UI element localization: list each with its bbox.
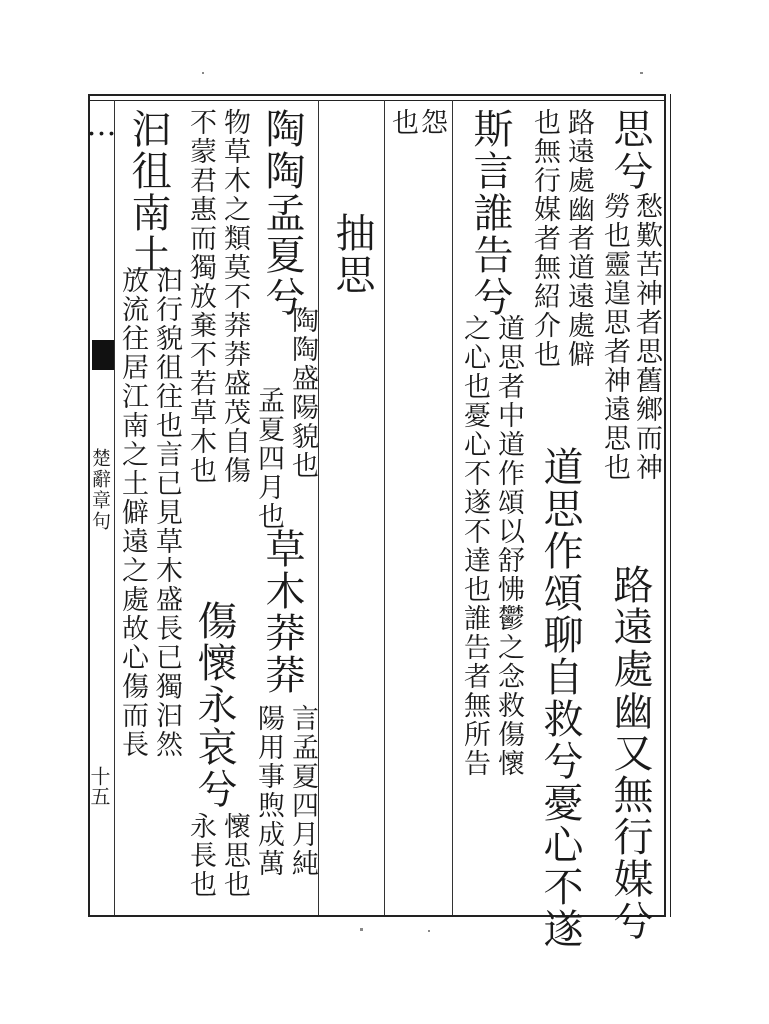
scan-speck [360, 928, 363, 931]
page-frame-right [664, 94, 666, 917]
commentary-line: 道思者中道作頌以舒怫鬱之念救傷懷 [493, 314, 524, 778]
text-column-6 [250, 108, 316, 913]
text-column-4 [388, 108, 450, 913]
main-text: 道思作頌聊自救兮憂心不遂 [537, 446, 583, 950]
commentary-line: 不蒙君惠而獨放棄不若草木也 [185, 108, 216, 485]
commentary-line: 也無行媒者無紹介也 [529, 108, 560, 369]
column-rule [384, 100, 385, 915]
main-text: 路遠處幽又無行媒兮 [607, 564, 653, 942]
text-column-8 [116, 108, 180, 913]
main-text: 傷懷永哀兮 [191, 600, 237, 810]
commentary-line: 路遠處幽者道遠處僻 [563, 108, 594, 369]
commentary-line: 孟夏四月也 [253, 386, 284, 531]
commentary-line: 言孟夏四月純 [287, 704, 318, 878]
commentary-line: 之心也憂心不遂不達也誰告者無所告 [459, 314, 490, 778]
text-column-1 [598, 108, 662, 942]
column-rule [452, 100, 453, 915]
commentary-line: 也怨 [392, 108, 450, 139]
commentary-line: 勞也靈遑思者神遠思也 [599, 192, 630, 482]
scan-speck [640, 72, 643, 74]
main-text: 汩徂南土 [125, 108, 171, 276]
text-column-7 [182, 108, 248, 913]
main-text: 草木莽莽 [259, 528, 305, 696]
commentary-line: 放流往居江南之土僻遠之處故心傷而長 [117, 266, 148, 759]
commentary-line: 愁歎苦神者思舊鄉而神 [631, 192, 662, 482]
scan-speck [202, 72, 204, 74]
margin-title: … [84, 108, 119, 144]
page-frame-top [88, 94, 666, 96]
commentary-line: 永長也 [185, 812, 216, 899]
fish-tail-mark [92, 340, 114, 370]
page-frame-right-inner [670, 94, 671, 917]
chapter-title: 抽思 [329, 212, 375, 296]
text-column-2 [526, 108, 596, 950]
text-column-3 [456, 108, 524, 913]
main-text: 思兮 [607, 108, 653, 192]
commentary-line: 懷思也 [219, 812, 250, 899]
main-text: 斯言誰告兮 [467, 108, 513, 318]
commentary-line: 陶陶盛陽貌也 [287, 306, 318, 480]
page-frame-top-inner [88, 100, 666, 101]
scan-speck [428, 930, 430, 932]
margin-page-number: 十五 [87, 766, 111, 806]
commentary-line: 物草木之類莫不莽莽盛茂自傷 [219, 108, 250, 485]
main-text: 陶陶孟夏兮 [259, 108, 305, 318]
commentary-line: 汩行貌徂往也言已見草木盛長已獨汩然 [151, 266, 182, 759]
margin-book-title: 楚辭章句 [89, 448, 111, 532]
commentary-line: 陽用事煦成萬 [253, 704, 284, 878]
text-column-5 [322, 108, 382, 913]
column-rule [318, 100, 319, 915]
